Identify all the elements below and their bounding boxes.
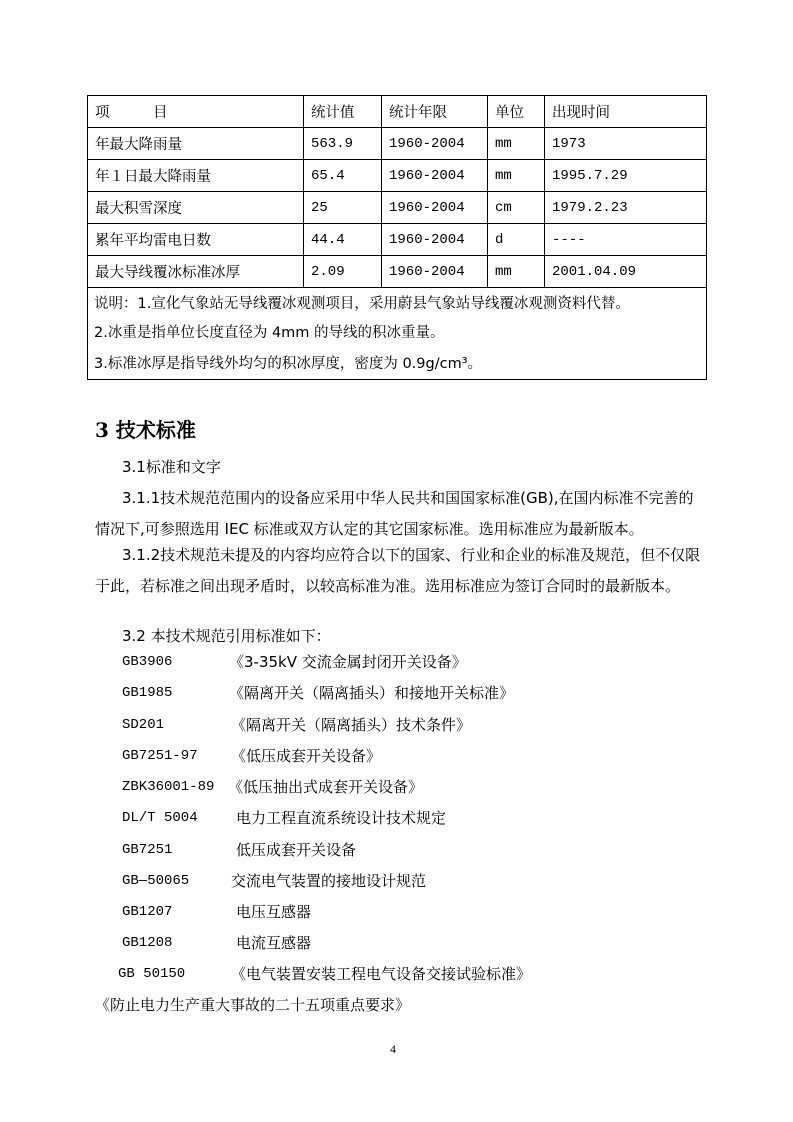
standard-title: 电压互感器: [236, 903, 312, 921]
cell-years: 1960-2004: [382, 224, 488, 256]
table-row: [88, 160, 707, 192]
cell-time: 2001.04.09: [545, 256, 707, 288]
cell-unit: cm: [488, 192, 545, 224]
climate-statistics-table: [87, 95, 707, 380]
cell-value: 25: [304, 192, 382, 224]
cell-value: 44.4: [304, 224, 382, 256]
cell-value: 2.09: [304, 256, 382, 288]
closing-reference: 《防止电力生产重大事故的二十五项重点要求》: [95, 996, 411, 1014]
standard-code: GB1208: [122, 935, 173, 951]
table-note-row: [88, 346, 707, 380]
cell-value: 563.9: [304, 128, 382, 160]
standard-code: GB—50065: [122, 873, 190, 889]
standard-code: GB 50150: [118, 966, 186, 982]
table-note: 3.标准冰厚是指导线外均匀的积冰厚度，密度为 0.9g/cm³。: [88, 346, 707, 380]
table-note-row: [88, 317, 707, 346]
paragraph-3-1-2: 3.1.2技术规范未提及的内容均应符合以下的国家、行业和企业的标准及规范，但不仅限于此，若标准之间出现矛盾时，以较高标准为准。选用标准应为签订合同时的最新版本。: [95, 546, 701, 595]
paragraph-3-1-1: 3.1.1技术规范范围内的设备应采用中华人民共和国国家标准(GB),在国内标准不完善的情况下,可参照选用 IEC 标准或双方认定的其它国家标准。选用标准应为最新版本。: [95, 489, 694, 538]
standard-code: GB7251: [122, 842, 173, 858]
standard-code: GB1207: [122, 904, 173, 920]
standard-code: GB3906: [122, 654, 173, 670]
page-number: 4: [390, 1042, 396, 1056]
cell-years: 1960-2004: [382, 192, 488, 224]
header-item: 项 目: [88, 96, 304, 128]
standard-title: 电流互感器: [236, 934, 312, 952]
standard-title: 电力工程直流系统设计技术规定: [236, 809, 447, 827]
table-row: [88, 128, 707, 160]
standard-title: 《隔离开关（隔离插头）技术条件》: [231, 716, 472, 734]
standard-title: 《隔离开关（隔离插头）和接地开关标准》: [229, 684, 515, 702]
cell-unit: mm: [488, 160, 545, 192]
cell-unit: d: [488, 224, 545, 256]
subsection-3-1: 3.1标准和文字: [122, 458, 221, 476]
standard-title: 《电气装置安装工程电气设备交接试验标准》: [231, 965, 532, 983]
standard-title: 交流电气装置的接地设计规范: [231, 872, 427, 890]
cell-value: 65.4: [304, 160, 382, 192]
cell-item: 累年平均雷电日数: [88, 224, 304, 256]
cell-item: 年１日最大降雨量: [88, 160, 304, 192]
header-time: 出现时间: [545, 96, 707, 128]
cell-unit: mm: [488, 128, 545, 160]
cell-time: ----: [545, 224, 707, 256]
standard-code: GB1985: [122, 685, 173, 701]
cell-years: 1960-2004: [382, 256, 488, 288]
standard-title: 《低压抽出式成套开关设备》: [228, 778, 424, 796]
standard-code: DL/T 5004: [122, 810, 198, 826]
header-unit: 单位: [488, 96, 545, 128]
cell-time: 1995.7.29: [545, 160, 707, 192]
cell-item: 最大积雪深度: [88, 192, 304, 224]
cell-unit: mm: [488, 256, 545, 288]
cell-item: 年最大降雨量: [88, 128, 304, 160]
table-row: [88, 256, 707, 288]
table-header-row: [88, 96, 707, 128]
subsection-3-2: 3.2 本技术规范引用标准如下：: [122, 627, 331, 645]
table-note: 2.冰重是指单位长度直径为 4mm 的导线的积冰重量。: [88, 317, 707, 346]
table-row: [88, 192, 707, 224]
cell-time: 1973: [545, 128, 707, 160]
standard-code: SD201: [122, 717, 165, 733]
cell-time: 1979.2.23: [545, 192, 707, 224]
standard-title: 《3-35kV 交流金属封闭开关设备》: [229, 653, 467, 671]
table-note: 说明：1.宣化气象站无导线覆冰观测项目，采用蔚县气象站导线覆冰观测资料代替。: [88, 288, 707, 318]
cell-years: 1960-2004: [382, 160, 488, 192]
standard-title: 《低压成套开关设备》: [231, 747, 382, 765]
section-heading: 3 技术标准: [95, 418, 196, 442]
standard-code: ZBK36001-89: [122, 779, 215, 795]
table-row: [88, 224, 707, 256]
table-note-row: [88, 288, 707, 318]
cell-years: 1960-2004: [382, 128, 488, 160]
standard-code: GB7251-97: [122, 748, 198, 764]
standard-title: 低压成套开关设备: [236, 841, 357, 859]
header-years: 统计年限: [382, 96, 488, 128]
header-value: 统计值: [304, 96, 382, 128]
cell-item: 最大导线覆冰标准冰厚: [88, 256, 304, 288]
